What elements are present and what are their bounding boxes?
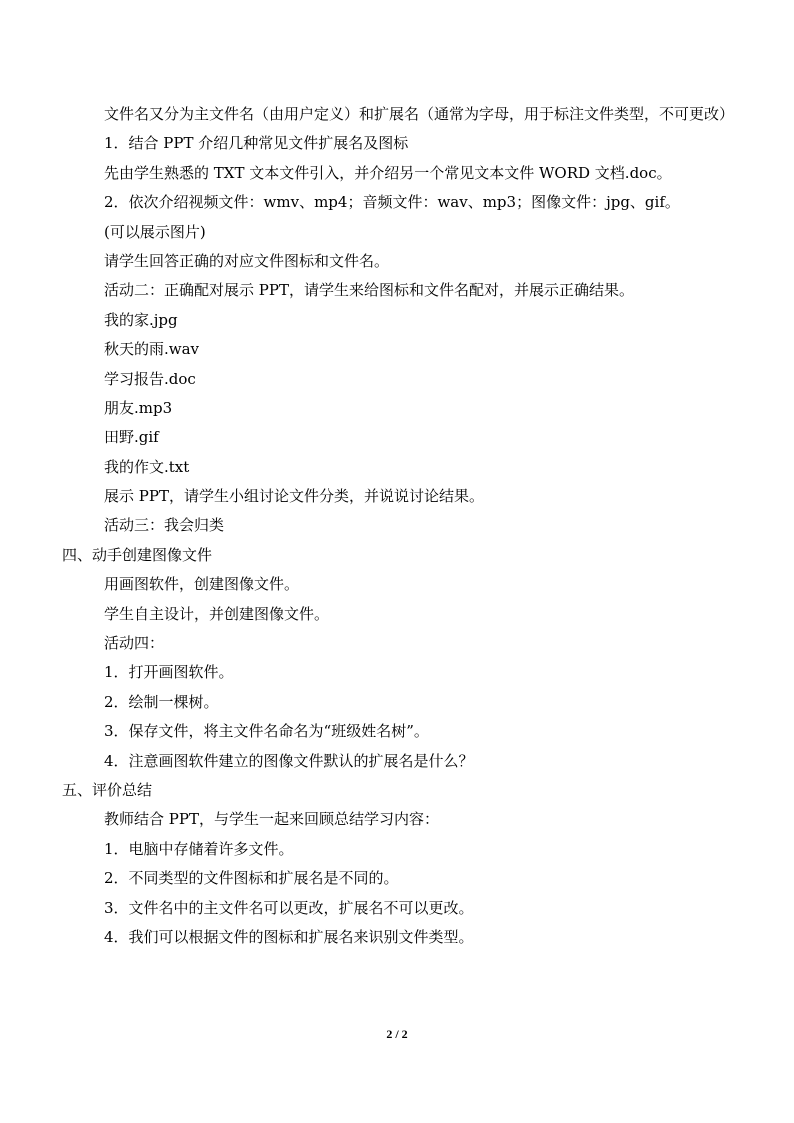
page-number: 2 / 2	[386, 1027, 408, 1041]
paragraph-line: (可以展示图片)	[104, 222, 206, 241]
paragraph-line: 4．注意画图软件建立的图像文件默认的扩展名是什么？	[104, 751, 474, 770]
paragraph-line: 4．我们可以根据文件的图标和扩展名来识别文件类型。	[104, 927, 474, 946]
section-heading: 五、评价总结	[62, 781, 153, 799]
paragraph-line: 用画图软件，创建图像文件。	[104, 575, 300, 594]
paragraph-line: 2．不同类型的文件图标和扩展名是不同的。	[104, 869, 399, 888]
paragraph-line: 我的家.jpg	[104, 310, 178, 329]
paragraph-line: 1．打开画图软件。	[104, 663, 234, 682]
paragraph-line: 展示 PPT，请学生小组讨论文件分类，并说说讨论结果。	[104, 487, 484, 506]
paragraph-line: 田野.gif	[104, 428, 159, 447]
document-body	[62, 100, 734, 952]
paragraph-line: 3．文件名中的主文件名可以更改，扩展名不可以更改。	[104, 898, 474, 917]
paragraph-line: 活动二：正确配对展示 PPT，请学生来给图标和文件名配对，并展示正确结果。	[104, 281, 634, 300]
paragraph-line: 学习报告.doc	[104, 369, 196, 388]
paragraph-line: 1．结合 PPT 介绍几种常见文件扩展名及图标	[104, 134, 409, 153]
paragraph-line: 教师结合 PPT，与学生一起来回顾总结学习内容：	[104, 810, 439, 829]
paragraph-line: 请学生回答正确的对应文件图标和文件名。	[104, 251, 390, 270]
paragraph-line: 学生自主设计，并创建图像文件。	[104, 604, 330, 623]
paragraph-line: 3．保存文件，将主文件名命名为“班级姓名树”。	[104, 722, 429, 741]
paragraph-line: 秋天的雨.wav	[104, 340, 200, 359]
paragraph-line: 活动四：	[104, 634, 165, 653]
section-heading: 四、动手创建图像文件	[62, 545, 213, 564]
paragraph-line: 1．电脑中存储着许多文件。	[104, 839, 294, 858]
paragraph-line: 我的作文.txt	[104, 457, 190, 476]
paragraph-line: 2．依次介绍视频文件：wmv、mp4；音频文件：wav、mp3；图像文件：jpg、gif。	[104, 193, 680, 212]
paragraph-line: 先由学生熟悉的 TXT 文本文件引入，并介绍另一个常见文本文件 WORD 文档.doc。	[104, 163, 672, 182]
paragraph-line: 文件名又分为主文件名（由用户定义）和扩展名（通常为字母，用于标注文件类型，不可更改）	[104, 105, 734, 123]
paragraph-line: 2．绘制一棵树。	[104, 692, 219, 711]
paragraph-line: 朋友.mp3	[104, 398, 173, 417]
paragraph-line: 活动三：我会归类	[104, 516, 225, 535]
